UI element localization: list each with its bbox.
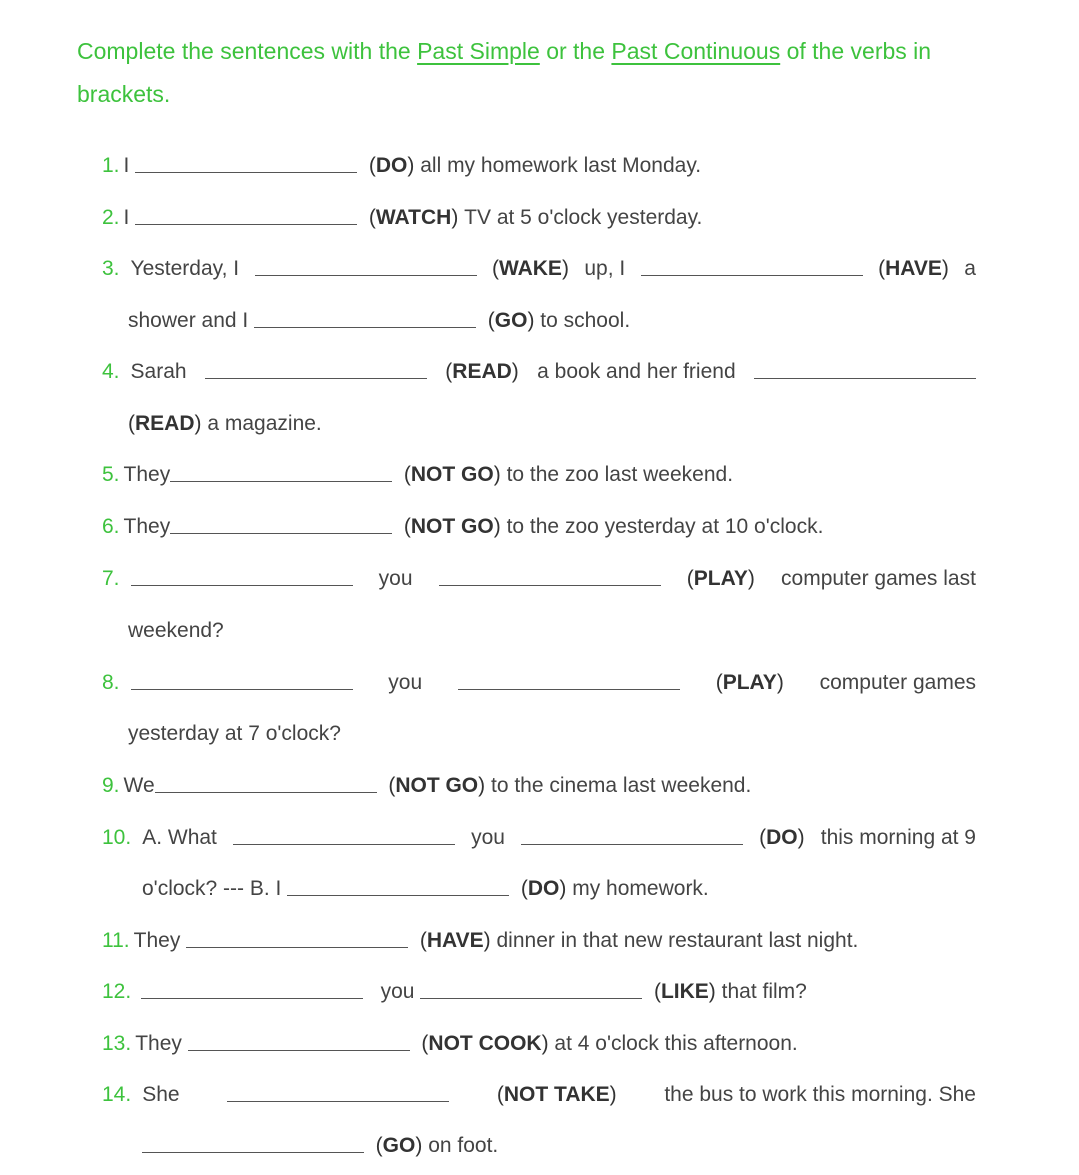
answer-blank[interactable] [420,998,642,999]
item-text: They [123,463,171,486]
item-number: 8. [102,671,120,694]
item-text: I [123,206,130,229]
answer-blank[interactable] [170,533,392,534]
verb-hint: (WATCH) [368,206,459,229]
item-text: this morning at 9 [820,826,976,849]
item-text: you [388,671,423,694]
item-text: She [142,1083,180,1106]
answer-blank[interactable] [439,585,661,586]
item-number: 4. [102,360,120,383]
exercise-7 [102,555,976,591]
item-text: Sarah [130,360,187,383]
item-text: at 4 o'clock this afternoon. [554,1032,798,1055]
item-text: A. What [142,826,217,849]
exercise-11 [102,917,976,953]
item-text: you [380,980,415,1003]
exercise-1 [102,142,976,178]
exercise-14-continued [142,1122,976,1158]
verb-hint: (NOT GO) [388,774,486,797]
verb-hint: (LIKE) [653,980,716,1003]
answer-blank[interactable] [142,1152,364,1153]
answer-blank[interactable] [135,172,357,173]
item-text: all my homework last Monday. [420,154,702,177]
answer-blank[interactable] [131,689,353,690]
verb-hint: (HAVE) [878,257,949,280]
item-text: They [123,515,171,538]
item-text: TV at 5 o'clock yesterday. [464,206,703,229]
verb-hint: (READ) [445,360,519,383]
past-continuous-term: Past Continuous [611,38,781,64]
item-text: I [123,154,130,177]
verb-hint: (NOT TAKE) [496,1083,617,1106]
answer-blank[interactable] [458,689,680,690]
verb-hint: (GO) [375,1134,423,1157]
answer-blank[interactable] [205,378,427,379]
item-text: to the zoo yesterday at 10 o'clock. [506,515,824,538]
item-text: a magazine. [207,412,322,435]
item-number: 10. [102,826,132,849]
item-text: computer games last [781,567,976,590]
exercise-6 [102,503,976,539]
exercise-4 [102,348,976,384]
item-number: 3. [102,257,120,280]
verb-hint: (DO) [368,154,415,177]
answer-blank[interactable] [188,1050,410,1051]
exercise-10 [102,814,976,850]
instructions-text: Complete the sentences with the [77,38,418,64]
item-number: 1. [102,154,120,177]
item-number: 2. [102,206,120,229]
answer-blank[interactable] [186,947,408,948]
answer-blank[interactable] [227,1101,449,1102]
verb-hint: (HAVE) [419,929,491,952]
verb-hint: (DO) [759,826,805,849]
item-text: you [471,826,505,849]
exercise-8-continued [128,710,976,746]
answer-blank[interactable] [135,224,357,225]
answer-blank[interactable] [641,275,863,276]
item-text: o'clock? --- B. I [142,877,282,900]
exercise-4-continued [128,400,976,436]
answer-blank[interactable] [754,378,976,379]
item-text: my homework. [572,877,709,900]
exercise-14 [102,1071,976,1107]
item-text: up, I [584,257,626,280]
item-number: 11. [102,929,130,952]
item-number: 9. [102,774,120,797]
answer-blank[interactable] [155,792,377,793]
item-number: 6. [102,515,120,538]
item-text: to school. [540,309,631,332]
exercise-9 [102,762,976,798]
item-text: Yesterday, I [130,257,240,280]
exercise-5 [102,451,976,487]
item-text: weekend? [128,619,224,642]
item-text: a book and her friend [537,360,736,383]
item-number: 5. [102,463,120,486]
item-text: computer games [819,671,976,694]
item-text: We [123,774,155,797]
exercise-3 [102,245,976,281]
item-text: They [133,929,181,952]
verb-hint: (NOT GO) [403,463,501,486]
item-text: a [964,257,976,280]
item-text: to the cinema last weekend. [491,774,752,797]
item-number: 7. [102,567,120,590]
answer-blank[interactable] [233,844,455,845]
item-number: 14. [102,1083,132,1106]
exercise-2 [102,194,976,230]
answer-blank[interactable] [170,481,392,482]
verb-hint: (READ) [128,412,202,435]
verb-hint: (GO) [487,309,535,332]
past-simple-term: Past Simple [417,38,540,64]
verb-hint: (PLAY) [715,671,784,694]
answer-blank[interactable] [521,844,743,845]
answer-blank[interactable] [141,998,363,999]
item-text: the bus to work this morning. She [664,1083,976,1106]
instructions-text: of the verbs in brackets. [77,38,932,107]
exercise-13 [102,1020,976,1056]
item-text: that film? [721,980,807,1003]
instructions [77,30,987,116]
item-text: yesterday at 7 o'clock? [128,722,341,745]
verb-hint: (NOT GO) [403,515,501,538]
item-text: dinner in that new restaurant last night. [496,929,859,952]
item-text: you [378,567,413,590]
exercise-12 [102,968,976,1004]
verb-hint: (PLAY) [686,567,755,590]
answer-blank[interactable] [287,895,509,896]
verb-hint: (DO) [520,877,567,900]
verb-hint: (WAKE) [491,257,569,280]
item-number: 12. [102,980,132,1003]
answer-blank[interactable] [255,275,477,276]
item-text: to the zoo last weekend. [506,463,734,486]
exercise-3-continued [128,297,976,333]
exercise-7-continued [128,607,976,643]
item-text: on foot. [428,1134,499,1157]
item-number: 13. [102,1032,132,1055]
verb-hint: (NOT COOK) [421,1032,549,1055]
answer-blank[interactable] [254,327,476,328]
answer-blank[interactable] [131,585,353,586]
instructions-text: or the [539,38,612,64]
exercise-8 [102,659,976,695]
item-text: shower and I [128,309,249,332]
item-text: They [135,1032,182,1055]
exercise-10-continued [142,865,976,901]
